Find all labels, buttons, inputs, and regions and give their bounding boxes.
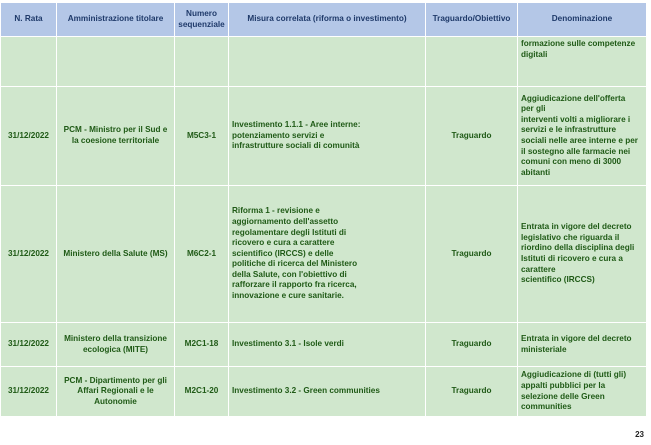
- cell-denominazione: formazione sulle competenze digitali: [518, 37, 647, 87]
- cell-rata: 31/12/2022: [1, 323, 57, 367]
- cell-misura: Investimento 3.1 - Isole verdi: [229, 323, 426, 367]
- cell-numero: M6C2-1: [175, 186, 229, 323]
- header-misura: Misura correlata (riforma o investimento): [229, 3, 426, 37]
- cell-denominazione: Entrata in vigore del decreto ministeriale: [518, 323, 647, 367]
- cell-tipo: Traguardo: [426, 323, 518, 367]
- cell-rata: 31/12/2022: [1, 186, 57, 323]
- cell-numero: [175, 37, 229, 87]
- cell-amministrazione: Ministero della transizione ecologica (MITE): [57, 323, 175, 367]
- cell-denominazione: Aggiudicazione dell'offerta per gli interventi volti a migliorare i servizi e le infrastrutture sociali nelle aree interne e per il sostegno alle farmacie nei comuni con meno di 3000 abitanti: [518, 87, 647, 186]
- cell-misura: [229, 37, 426, 87]
- header-rata: N. Rata: [1, 3, 57, 37]
- header-numero: Numero sequenziale: [175, 3, 229, 37]
- cell-tipo: [426, 37, 518, 87]
- cell-amministrazione: [57, 37, 175, 87]
- cell-numero: M2C1-20: [175, 367, 229, 417]
- table-row: [1, 323, 647, 367]
- table-row: [1, 367, 647, 417]
- cell-numero: M5C3-1: [175, 87, 229, 186]
- table-header-row: [1, 3, 647, 37]
- cell-tipo: Traguardo: [426, 87, 518, 186]
- cell-misura: Riforma 1 - revisione e aggiornamento dell'assetto regolamentare degli Istituti di ricovero e cura a carattere scientifico (IRCCS) e delle politiche di ricerca del Ministero della Salute, con l'obiettivo di rafforzare il rapporto fra ricerca, innovazione e cure sanitarie.: [229, 186, 426, 323]
- table-row: [1, 37, 647, 87]
- table-row: [1, 87, 647, 186]
- measures-table: [0, 2, 647, 417]
- cell-rata: 31/12/2022: [1, 87, 57, 186]
- cell-misura: Investimento 3.2 - Green communities: [229, 367, 426, 417]
- cell-numero: M2C1-18: [175, 323, 229, 367]
- cell-amministrazione: PCM - Ministro per il Sud e la coesione territoriale: [57, 87, 175, 186]
- cell-amministrazione: PCM - Dipartimento per gli Affari Regionali e le Autonomie: [57, 367, 175, 417]
- cell-denominazione: Entrata in vigore del decreto legislativo che riguarda il riordino della disciplina degli Istituti di ricovero e cura a carattere scientifico (IRCCS): [518, 186, 647, 323]
- header-amministrazione: Amministrazione titolare: [57, 3, 175, 37]
- cell-denominazione: Aggiudicazione di (tutti gli) appalti pubblici per la selezione delle Green communities: [518, 367, 647, 417]
- cell-rata: 31/12/2022: [1, 367, 57, 417]
- cell-misura: Investimento 1.1.1 - Aree interne: potenziamento servizi e infrastrutture sociali di comunità: [229, 87, 426, 186]
- cell-tipo: Traguardo: [426, 186, 518, 323]
- page-number: 23: [635, 430, 644, 439]
- table-row: [1, 186, 647, 323]
- cell-tipo: Traguardo: [426, 367, 518, 417]
- header-traguardo: Traguardo/Obiettivo: [426, 3, 518, 37]
- header-denominazione: Denominazione: [518, 3, 647, 37]
- cell-amministrazione: Ministero della Salute (MS): [57, 186, 175, 323]
- cell-rata: [1, 37, 57, 87]
